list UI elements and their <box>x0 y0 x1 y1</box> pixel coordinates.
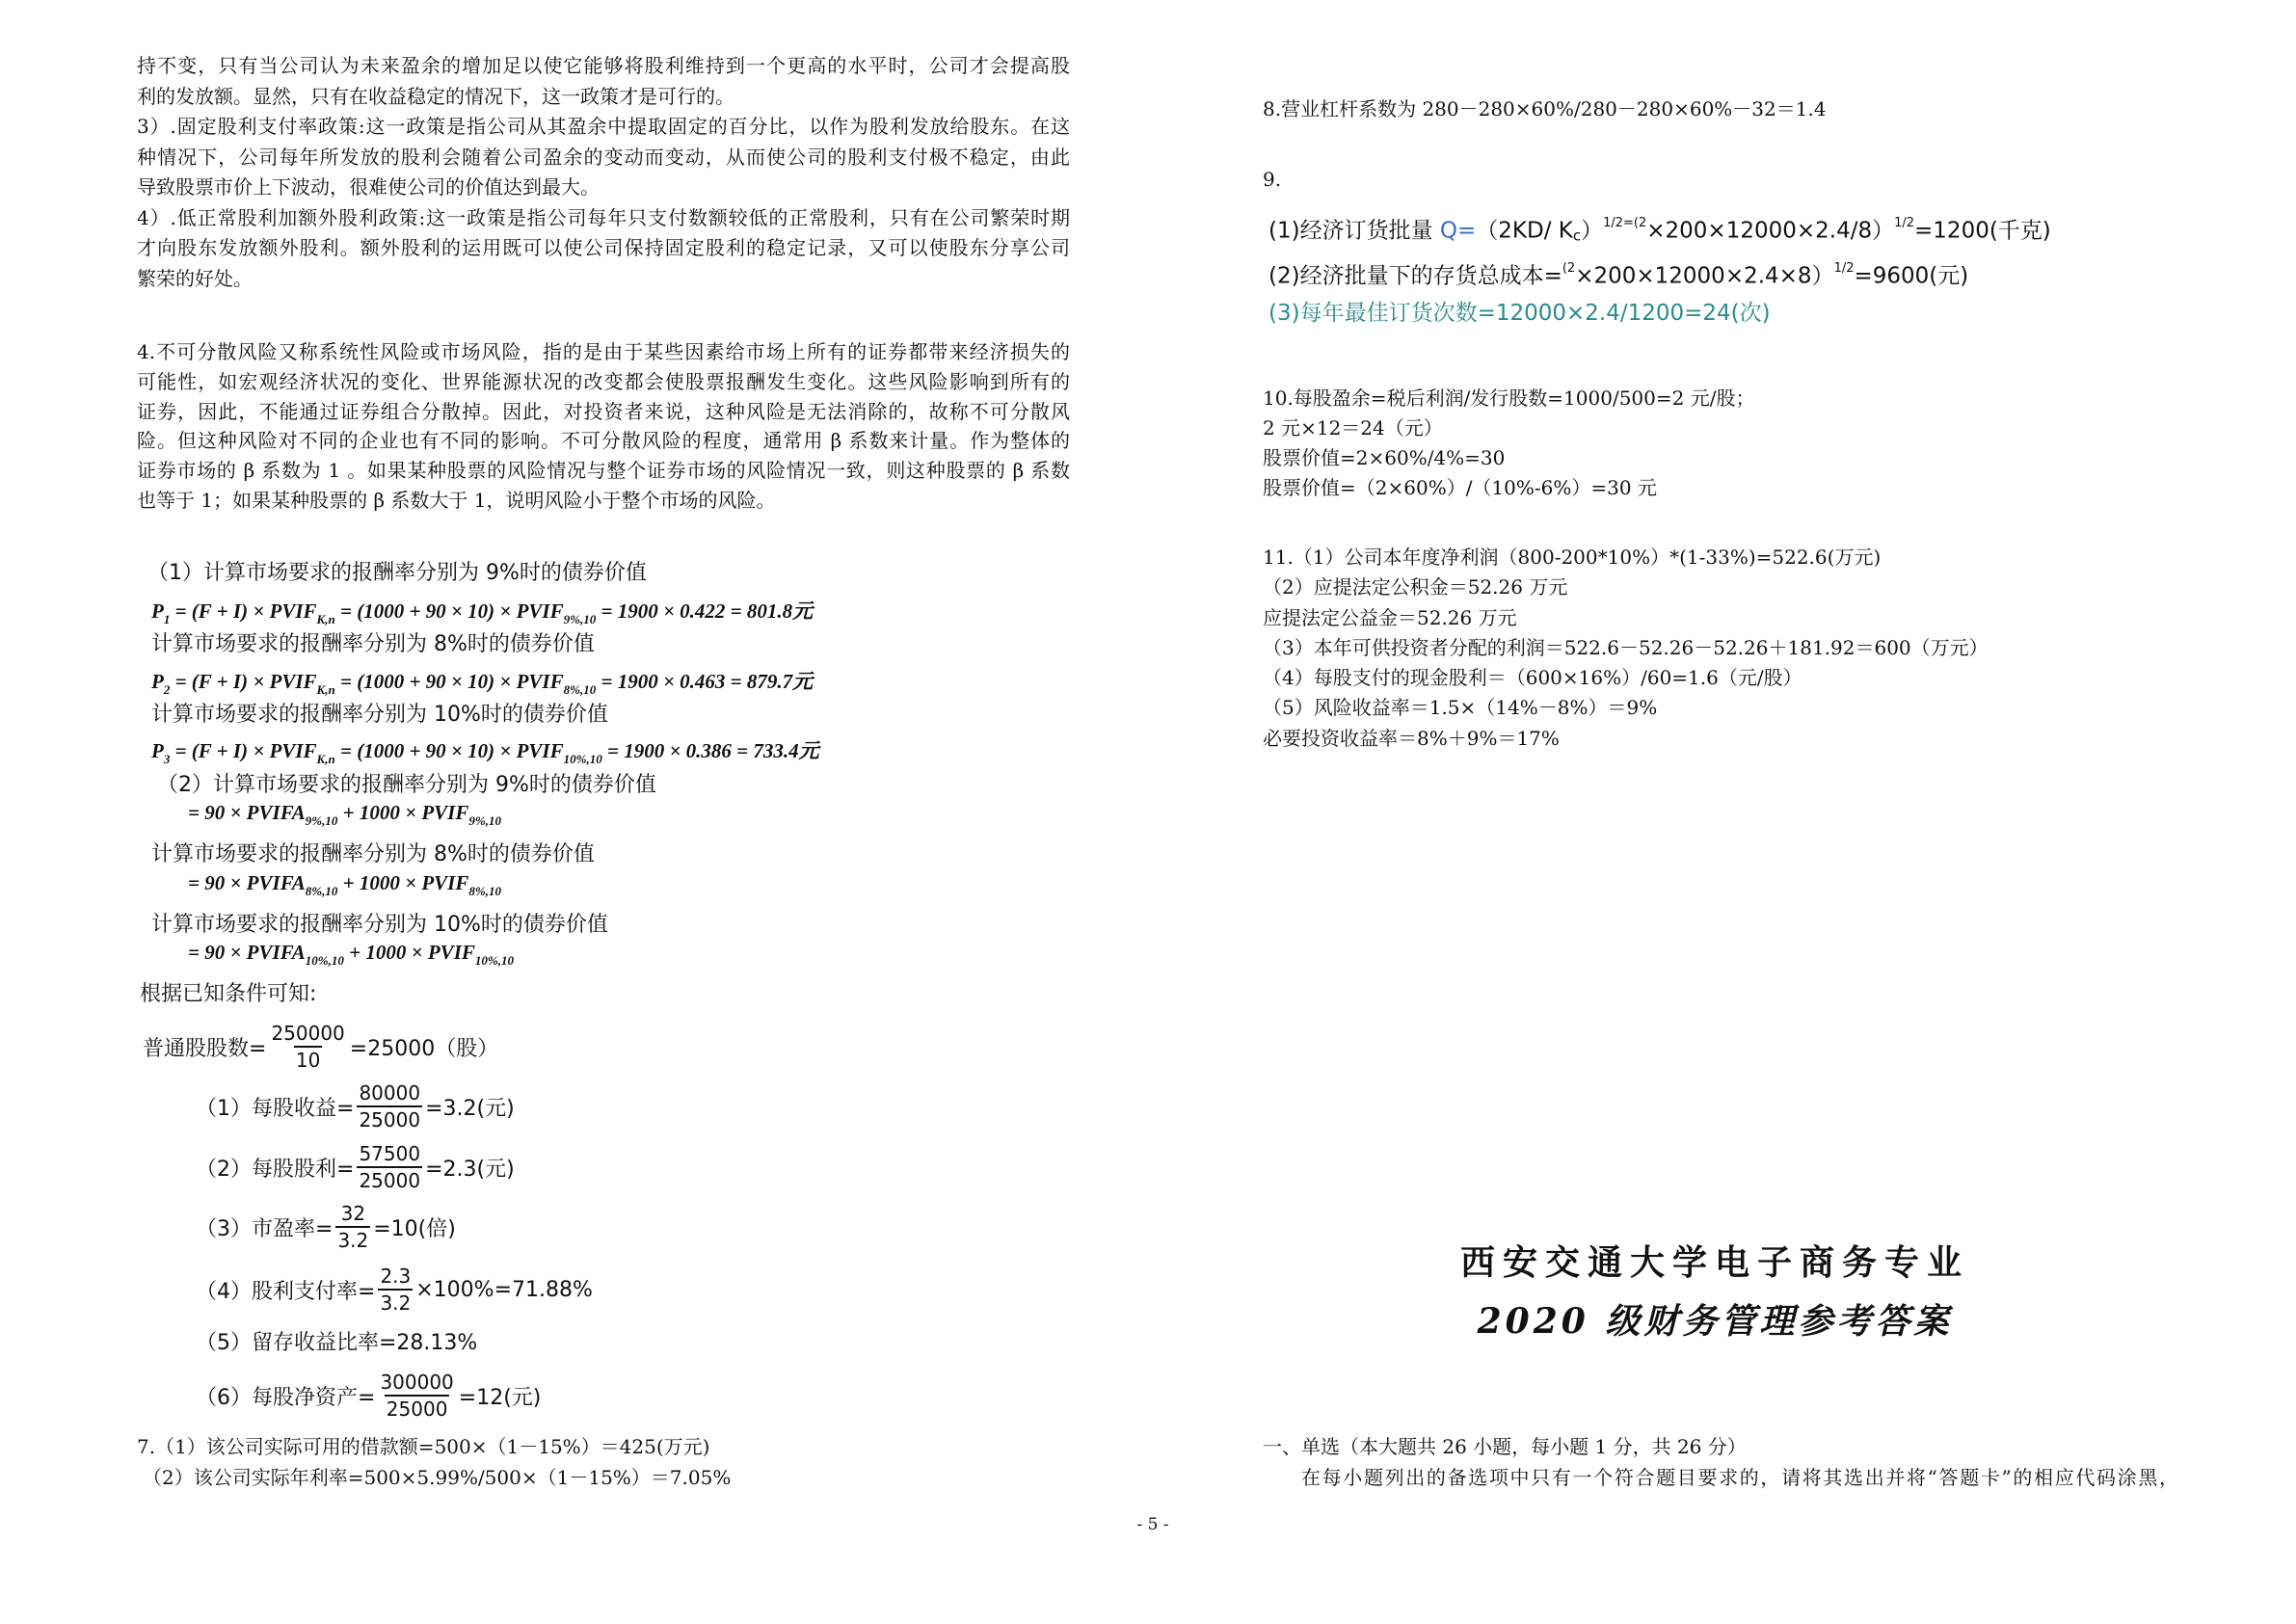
formula-sub: 8%,10 <box>563 681 597 697</box>
formula-expr: = (1000 + 90 × 10) × PVIF <box>334 670 564 693</box>
bond-heading-annuity-9pct: （2）计算市场要求的报酬率分别为 9%时的债券价值 <box>157 773 656 797</box>
row-label: （1）每股收益= <box>196 1096 355 1121</box>
formula-sub: K,n <box>316 611 335 626</box>
formula-expr: = (F + I) × PVIF <box>170 739 317 762</box>
eq-text: ） <box>1581 218 1604 244</box>
formula-sub: 3 <box>163 751 171 766</box>
formula-sub: K,n <box>316 681 335 697</box>
formula-expr: = 90 × PVIFA <box>188 941 306 964</box>
pe-ratio-row <box>196 1201 456 1253</box>
section-heading: 一、单选（本大题共 26 小题，每小题 1 分，共 26 分） <box>1263 1435 1747 1458</box>
paragraph-line: 3）.固定股利支付率政策:这一政策是指公司从其盈余中提取固定的百分比，以作为股利发放给股东。在这 <box>137 115 1070 138</box>
answer-line: 必要投资收益率＝8%＋9%＝17% <box>1263 726 1560 750</box>
row-result: =2.3(元) <box>425 1157 515 1182</box>
numerator: 57500 <box>359 1142 421 1165</box>
formula-expr: = (F + I) × PVIF <box>170 599 317 623</box>
answer-line: （4）每股支付的现金股利＝（600×16%）/60=1.6（元/股） <box>1263 666 1802 690</box>
paragraph-line: 证券，因此，不能通过证券组合分散掉。因此，对投资者来说，这种风险是无法消除的，故称不可分散风 <box>137 399 1070 423</box>
row-result: =25000（股） <box>349 1036 499 1061</box>
row-label: （4）股利支付率= <box>196 1279 376 1304</box>
row-result: ×100%=71.88% <box>415 1277 593 1302</box>
denominator: 25000 <box>385 1395 450 1422</box>
paragraph-line: 证券市场的 β 系数为 1 。如果某种股票的风险情况与整个证券市场的风险情况一致，则这种股票的 β 系数 <box>137 459 1070 483</box>
paragraph-line: 也等于 1；如果某种股票的 β 系数大于 1，说明风险小于整个市场的风险。 <box>137 488 776 512</box>
formula-sub: 10%,10 <box>474 952 515 968</box>
formula-sub: 8%,10 <box>305 883 338 898</box>
answer-line: 2 元×12＝24（元） <box>1263 416 1443 439</box>
formula-expr: = (1000 + 90 × 10) × PVIF <box>334 599 564 623</box>
row-label: （6）每股净资产= <box>196 1385 376 1410</box>
q10-answer <box>1263 384 1754 503</box>
answer-line: （5）风险收益率＝1.5×（14%－8%）＝9% <box>1263 696 1658 720</box>
formula-sub: 9%,10 <box>563 611 597 626</box>
formula-sub: 1 <box>163 611 171 626</box>
bond-annuity-formula-10pct <box>188 935 514 970</box>
paragraph-line: 种情况下，公司每年所发放的股利会随着公司盈余的变动而变动，从而使公司的股利支付极不稳定，由此 <box>137 145 1070 169</box>
retention-ratio-row: （5）留存收益比率=28.13% <box>196 1331 478 1355</box>
formula-sub: 10%,10 <box>305 952 344 968</box>
eq-sup: 1/2 <box>1833 261 1855 276</box>
eq-text: (2)经济批量下的存货总成本= <box>1268 263 1562 289</box>
eq-text: (1)经济订货批量 <box>1268 218 1440 244</box>
document-title-line-1: 西安交通大学电子商务专业 <box>1459 1242 1969 1283</box>
paragraph-line: 持不变，只有当公司认为未来盈余的增加足以使它能够将股利维持到一个更高的水平时，公司才会提高股 <box>137 54 1070 77</box>
paragraph-line: 4.不可分散风险又称系统性风险或市场风险，指的是由于某些因素给市场上所有的证券都带来经济损失的 <box>137 340 1070 363</box>
answer-line: 11.（1）公司本年度净利润（800-200*10%）*(1-33%)=522.6(万元) <box>1263 546 1882 569</box>
stock-intro: 根据已知条件可知: <box>140 982 317 1006</box>
eq-text: ×200×12000×2.4/8） <box>1646 218 1895 244</box>
row-result: =3.2(元) <box>425 1096 515 1121</box>
systematic-risk-answer <box>137 337 1070 516</box>
formula-sub: K,n <box>316 751 335 766</box>
bond-formula-p2 <box>151 664 813 699</box>
paragraph-line: 导致股票市价上下波动，很难使公司的价值达到最大。 <box>137 175 600 199</box>
fraction <box>378 1264 413 1316</box>
formula-result: = 1900 × 0.386 = 733.4元 <box>601 739 819 762</box>
formula-expr: + 1000 × PVIF <box>337 871 469 894</box>
row-label: （3）市盈率= <box>196 1216 334 1241</box>
row-result: =10(倍) <box>373 1216 456 1241</box>
formula-expr: = (1000 + 90 × 10) × PVIF <box>334 739 564 762</box>
fraction <box>335 1201 370 1253</box>
dps-row <box>196 1141 515 1193</box>
paragraph-line: 可能性，如宏观经济状况的变化、世界能源状况的改变都会使股票报酬发生变化。这些风险影响到所有的 <box>137 369 1070 393</box>
formula-var: P <box>151 599 164 623</box>
eq-text: （2KD/ K <box>1476 218 1573 244</box>
numerator: 32 <box>340 1202 366 1225</box>
paragraph-line: 利的发放额。显然，只有在收益稳定的情况下，这一政策才是可行的。 <box>137 84 734 108</box>
document-title-line-2: 2020 级财务管理参考答案 <box>1477 1301 1953 1342</box>
denominator: 25000 <box>357 1166 422 1193</box>
eps-row <box>196 1080 515 1132</box>
q8-answer: 8.营业杠杆系数为 280－280×60%/280－280×60%－32＝1.4 <box>1263 97 1827 120</box>
bond-annuity-formula-8pct <box>188 865 501 900</box>
eq-result: =9600(元) <box>1854 263 1969 289</box>
eq-sub: c <box>1572 226 1582 245</box>
fraction <box>357 1080 422 1132</box>
paragraph-line: 4）.低正常股利加额外股利政策:这一政策是指公司每年只支付数额较低的正常股利，只有在公司繁荣时期 <box>137 205 1070 229</box>
eq-sup: 1/2 <box>1894 216 1915 230</box>
q7-line-1: 7.（1）该公司实际可用的借款额=500×（1－15%）＝425(万元) <box>137 1435 710 1458</box>
answer-line: （2）应提法定公积金＝52.26 万元 <box>1263 575 1568 599</box>
q-symbol: Q= <box>1439 218 1477 244</box>
q9-label: 9. <box>1263 168 1282 191</box>
page-number: - 5 - <box>1136 1515 1169 1534</box>
payout-ratio-row <box>196 1264 593 1316</box>
formula-sub: 9%,10 <box>305 812 338 828</box>
bond-heading-10pct: 计算市场要求的报酬率分别为 10%时的债券价值 <box>151 703 608 727</box>
denominator: 3.2 <box>335 1226 370 1253</box>
formula-sub: 10%,10 <box>563 751 602 766</box>
answer-line: 10.每股盈余=税后利润/发行股数=1000/500=2 元/股； <box>1263 386 1755 410</box>
answer-line: （3）本年可供投资者分配的利润＝522.6－52.26－52.26＋181.92＝600（万元） <box>1263 635 1989 659</box>
row-result: =12(元) <box>458 1385 542 1410</box>
bond-heading-annuity-10pct: 计算市场要求的报酬率分别为 10%时的债券价值 <box>151 913 608 937</box>
numerator: 250000 <box>271 1022 345 1045</box>
eq-sup: (2 <box>1562 261 1576 276</box>
formula-sub: 8%,10 <box>468 883 501 898</box>
eq-text: ×200×12000×2.4×8） <box>1575 263 1834 289</box>
formula-result: = 1900 × 0.463 = 879.7元 <box>596 670 814 693</box>
denominator: 10 <box>294 1046 322 1073</box>
formula-expr: = (F + I) × PVIF <box>170 670 317 693</box>
bond-formula-p1 <box>151 594 813 628</box>
formula-expr: = 90 × PVIFA <box>188 801 306 824</box>
paragraph-line: 险。但这种风险对不同的企业也有不同的影响。不可分散风险的程度，通常用 β 系数来计量。作为整体的 <box>137 429 1070 453</box>
q7-line-2: （2）该公司实际年利率=500×5.99%/500×（1－15%）＝7.05% <box>143 1466 732 1489</box>
q9-eoq-line <box>1268 206 2051 245</box>
formula-var: P <box>151 670 164 693</box>
paragraph-line: 才向股东发放额外股利。额外股利的运用既可以使公司保持固定股利的稳定记录，又可以使股东分享公司 <box>137 236 1070 259</box>
shares-outstanding-row <box>143 1021 498 1073</box>
eq-result: =1200(千克) <box>1914 218 2051 244</box>
q9-total-cost-line <box>1268 252 1969 289</box>
formula-sub: 9%,10 <box>468 812 501 828</box>
formula-result: = 1900 × 0.422 = 801.8元 <box>596 599 814 623</box>
denominator: 3.2 <box>378 1289 413 1316</box>
bond-heading-annuity-8pct: 计算市场要求的报酬率分别为 8%时的债券价值 <box>151 842 595 866</box>
q9-order-count-line: (3)每年最佳订货次数=12000×2.4/1200=24(次) <box>1268 301 1771 326</box>
fraction <box>357 1141 422 1193</box>
bond-heading-8pct: 计算市场要求的报酬率分别为 8%时的债券价值 <box>151 632 595 656</box>
eq-sup: 1/2=(2 <box>1603 216 1647 230</box>
numerator: 2.3 <box>380 1265 412 1288</box>
answer-line: 股票价值=2×60%/4%=30 <box>1263 446 1506 469</box>
q11-answer <box>1263 543 1989 754</box>
formula-expr: = 90 × PVIFA <box>188 871 306 894</box>
numerator: 80000 <box>359 1081 421 1105</box>
formula-var: P <box>151 739 164 762</box>
fraction <box>378 1370 455 1422</box>
bond-formula-p3 <box>151 733 819 768</box>
answer-line: 应提法定公益金＝52.26 万元 <box>1263 605 1517 629</box>
answer-line: 股票价值=（2×60%）/（10%-6%）=30 元 <box>1263 476 1657 499</box>
section-instruction: 在每小题列出的备选项中只有一个符合题目要求的，请将其选出并将“答题卡”的相应代码涂黑， <box>1301 1466 2178 1489</box>
numerator: 300000 <box>380 1371 454 1394</box>
paragraph-line: 繁荣的好处。 <box>137 266 253 290</box>
row-label: （2）每股股利= <box>196 1157 355 1182</box>
fraction <box>269 1021 346 1073</box>
bond-annuity-formula-9pct <box>188 795 501 830</box>
denominator: 25000 <box>357 1105 422 1132</box>
bvps-row <box>196 1370 541 1422</box>
bond-heading-9pct: （1）计算市场要求的报酬率分别为 9%时的债券价值 <box>147 561 647 585</box>
formula-expr: + 1000 × PVIF <box>343 941 475 964</box>
row-label: 普通股股数= <box>143 1036 267 1061</box>
formula-sub: 2 <box>163 681 171 697</box>
formula-expr: + 1000 × PVIF <box>337 801 469 824</box>
dividend-policy-paragraph <box>137 51 1070 294</box>
